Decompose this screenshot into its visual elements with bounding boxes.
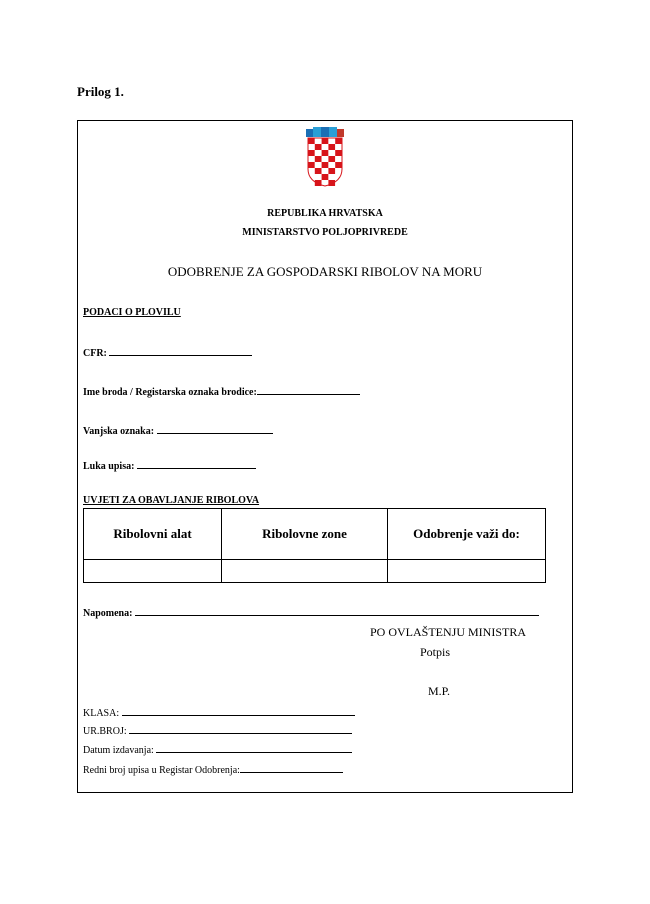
conditions-table <box>83 508 546 583</box>
gear-cell[interactable] <box>84 560 222 583</box>
port-input-line[interactable] <box>137 458 256 469</box>
register-number-input-line[interactable] <box>240 762 343 773</box>
form-frame <box>77 120 573 793</box>
column-header-zones: Ribolovne zone <box>222 509 388 560</box>
klasa-label: KLASA: <box>83 708 120 719</box>
signature-label: Potpis <box>420 645 451 659</box>
zones-cell[interactable] <box>222 560 388 583</box>
cfr-input-line[interactable] <box>109 345 252 356</box>
register-number-field <box>83 762 343 776</box>
authority-text: PO OVLAŠTENJU MINISTRA <box>370 625 527 639</box>
urbroj-input-line[interactable] <box>129 723 352 734</box>
annex-label: Prilog 1. <box>77 84 124 99</box>
cfr-label: CFR: <box>83 348 107 359</box>
column-header-gear: Ribolovni alat <box>84 509 222 560</box>
urbroj-field <box>83 723 352 737</box>
croatian-coat-of-arms-icon <box>305 127 345 187</box>
valid-until-cell[interactable] <box>388 560 546 583</box>
note-field <box>83 605 539 619</box>
stamp-label: M.P. <box>428 684 451 698</box>
document-title: ODOBRENJE ZA GOSPODARSKI RIBOLOV NA MORU <box>167 264 483 279</box>
klasa-input-line[interactable] <box>122 705 355 716</box>
urbroj-label: UR.BROJ: <box>83 726 127 737</box>
external-mark-field <box>83 423 273 437</box>
port-field <box>83 458 256 472</box>
register-number-label: Redni broj upisa u Registar Odobrenja: <box>83 765 240 776</box>
ministry-heading: MINISTARSTVO POLJOPRIVREDE <box>242 227 408 238</box>
column-header-valid-until: Odobrenje važi do: <box>388 509 546 560</box>
issue-date-field <box>83 742 352 756</box>
klasa-field <box>83 705 355 719</box>
issue-date-input-line[interactable] <box>156 742 352 753</box>
vessel-name-label: Ime broda / Registarska oznaka brodice: <box>83 387 257 398</box>
note-input-line[interactable] <box>135 605 539 616</box>
vessel-name-field <box>83 384 360 398</box>
vessel-section-title: PODACI O PLOVILU <box>83 307 181 318</box>
port-label: Luka upisa: <box>83 461 135 472</box>
external-mark-label: Vanjska oznaka: <box>83 426 155 437</box>
issue-date-label: Datum izdavanja: <box>83 745 154 756</box>
external-mark-input-line[interactable] <box>157 423 273 434</box>
vessel-name-input-line[interactable] <box>257 384 360 395</box>
note-label: Napomena: <box>83 608 133 619</box>
conditions-section-title: UVJETI ZA OBAVLJANJE RIBOLOVA <box>83 495 260 506</box>
republic-heading: REPUBLIKA HRVATSKA <box>267 208 383 219</box>
cfr-field <box>83 345 252 359</box>
